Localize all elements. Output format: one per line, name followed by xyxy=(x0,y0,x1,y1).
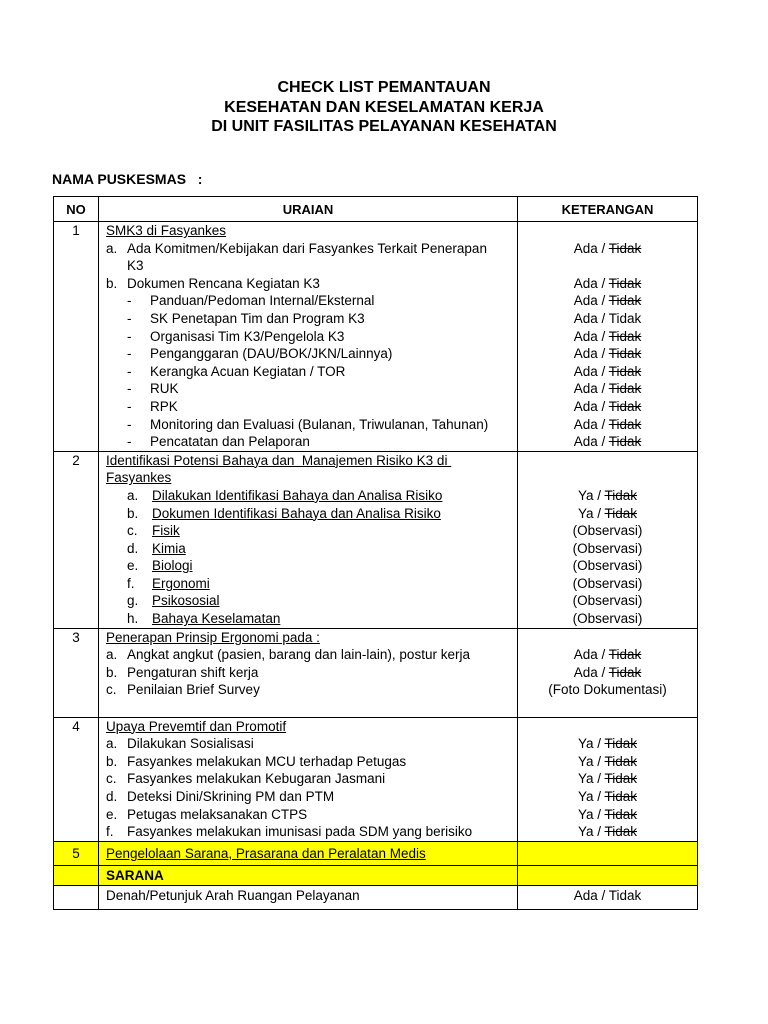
section-1-no: 1 xyxy=(54,222,99,452)
list-item: a. Dilakukan Identifikasi Bahaya dan Analisa Risiko xyxy=(127,487,443,503)
list-item: - Panduan/Pedoman Internal/Eksternal xyxy=(127,293,375,309)
list-item: f. Ergonomi xyxy=(127,575,210,591)
sarana-row xyxy=(54,865,698,885)
status-cell: Ya / Tidak xyxy=(577,806,638,822)
list-item: - RUK xyxy=(127,381,179,397)
section-4-row xyxy=(54,717,698,841)
section-2-uraian xyxy=(99,451,518,628)
section-2-keterangan xyxy=(518,451,698,628)
list-item: - Pencatatan dan Pelaporan xyxy=(127,434,310,450)
status-cell: Ya / Tidak xyxy=(577,505,638,521)
status-cell: Ada / Tidak xyxy=(573,293,642,309)
denah-text: Denah/Petunjuk Arah Ruangan Pelayanan xyxy=(106,887,360,903)
list-item: c. Penilaian Brief Survey xyxy=(106,682,260,698)
status-cell: Ada / Tidak xyxy=(573,310,642,326)
status-cell: Ada / Tidak xyxy=(573,240,642,256)
status-cell: Ada / Tidak xyxy=(573,434,642,450)
status-cell: Ya / Tidak xyxy=(577,771,638,787)
list-item: e. Biologi xyxy=(127,558,193,574)
list-item: e. Petugas melaksanakan CTPS xyxy=(106,806,308,822)
status-cell: Ada / Tidak xyxy=(573,328,642,344)
nama-puskesmas-label: NAMA PUSKESMAS : xyxy=(52,171,203,187)
section-4-heading: Upaya Prevemtif dan Promotif xyxy=(106,718,287,734)
section-5-no: 5 xyxy=(54,841,99,865)
status-cell: (Observasi) xyxy=(572,575,643,591)
header-uraian: URAIAN xyxy=(99,197,518,222)
list-item: - Organisasi Tim K3/Pengelola K3 xyxy=(127,328,345,344)
sarana-label: SARANA xyxy=(106,867,164,883)
section-1-uraian xyxy=(99,222,518,452)
status-cell: Ada / Tidak xyxy=(573,647,642,663)
list-item: a. Angkat angkut (pasien, barang dan lain-lain), postur kerja xyxy=(106,647,470,663)
status-cell: Ada / Tidak xyxy=(573,346,642,362)
title-line-3: DI UNIT FASILITAS PELAYANAN KESEHATAN xyxy=(211,118,557,135)
status-cell: Ada / Tidak xyxy=(573,664,642,680)
sarana-keterangan xyxy=(518,865,698,885)
header-no: NO xyxy=(54,197,99,222)
section-1-row xyxy=(54,222,698,452)
status-cell: Ada / Tidak xyxy=(573,887,642,903)
status-cell: (Observasi) xyxy=(572,523,643,539)
status-cell: (Observasi) xyxy=(572,611,643,627)
list-item: c. Fisik xyxy=(127,523,180,539)
section-2-row xyxy=(54,451,698,628)
section-4-keterangan xyxy=(518,717,698,841)
document-title xyxy=(0,78,768,137)
status-cell: Ada / Tidak xyxy=(573,381,642,397)
section-3-uraian xyxy=(99,628,518,717)
section-3-no: 3 xyxy=(54,628,99,717)
status-cell: Ada / Tidak xyxy=(573,416,642,432)
status-cell: Ya / Tidak xyxy=(577,736,638,752)
list-item: h. Bahaya Keselamatan xyxy=(127,611,281,627)
list-item-continued: K3 xyxy=(127,258,144,274)
status-cell: (Foto Dokumentasi) xyxy=(548,682,667,698)
list-item: b. Fasyankes melakukan MCU terhadap Petugas xyxy=(106,753,407,769)
list-item: b. Pengaturan shift kerja xyxy=(106,664,259,680)
list-item: - Kerangka Acuan Kegiatan / TOR xyxy=(127,363,346,379)
header-keterangan: KETERANGAN xyxy=(518,197,698,222)
sarana-no xyxy=(54,865,99,885)
list-item: c. Fasyankes melakukan Kebugaran Jasmani xyxy=(106,771,386,787)
status-cell: (Observasi) xyxy=(572,558,643,574)
section-2-heading: Identifikasi Potensi Bahaya dan Manajemen Risiko K3 di xyxy=(106,452,452,468)
section-5-keterangan xyxy=(518,841,698,865)
list-item: g. Psikososial xyxy=(127,593,220,609)
denah-uraian xyxy=(99,885,518,909)
status-cell: (Observasi) xyxy=(572,593,643,609)
status-cell: (Observasi) xyxy=(572,540,643,556)
title-line-2: KESEHATAN DAN KESELAMATAN KERJA xyxy=(224,98,544,116)
list-item: f. Fasyankes melakukan imunisasi pada SDM yang berisiko xyxy=(106,824,473,840)
section-5-uraian xyxy=(99,841,518,865)
checklist-table xyxy=(53,196,698,910)
section-2-no: 2 xyxy=(54,451,99,628)
section-3-keterangan xyxy=(518,628,698,717)
section-2-heading-continued: Fasyankes xyxy=(106,470,172,486)
list-item: b. Dokumen Identifikasi Bahaya dan Analisa Risiko xyxy=(127,505,441,521)
list-item: d. Deteksi Dini/Skrining PM dan PTM xyxy=(106,789,335,804)
status-cell: Ya / Tidak xyxy=(577,487,638,503)
status-cell: Ada / Tidak xyxy=(573,398,642,414)
list-item: - Penganggaran (DAU/BOK/JKN/Lainnya) xyxy=(127,346,393,362)
status-cell: Ada / Tidak xyxy=(573,275,642,291)
status-cell: Ya / Tidak xyxy=(577,824,638,840)
list-item: - Monitoring dan Evaluasi (Bulanan, Triwulanan, Tahunan) xyxy=(127,416,489,432)
section-1-keterangan xyxy=(518,222,698,452)
section-3-heading: Penerapan Prinsip Ergonomi pada : xyxy=(106,629,320,645)
section-5-row xyxy=(54,841,698,865)
status-cell: Ya / Tidak xyxy=(577,789,638,804)
denah-keterangan xyxy=(518,885,698,909)
section-4-uraian xyxy=(99,717,518,841)
status-cell: Ya / Tidak xyxy=(577,753,638,769)
denah-no xyxy=(54,885,99,909)
list-item: - RPK xyxy=(127,398,178,414)
header-row xyxy=(54,197,698,222)
section-3-row xyxy=(54,628,698,717)
sarana-uraian xyxy=(99,865,518,885)
list-item: - SK Penetapan Tim dan Program K3 xyxy=(127,310,365,326)
section-5-heading: Pengelolaan Sarana, Prasarana dan Peralatan Medis xyxy=(106,845,426,861)
list-item: b. Dokumen Rencana Kegiatan K3 xyxy=(106,275,320,291)
section-1-heading: SMK3 di Fasyankes xyxy=(106,223,227,238)
list-item: a. Dilakukan Sosialisasi xyxy=(106,736,254,752)
list-item: d. Kimia xyxy=(127,540,186,556)
denah-row xyxy=(54,885,698,909)
title-line-1: CHECK LIST PEMANTAUAN xyxy=(277,79,491,96)
status-cell: Ada / Tidak xyxy=(573,363,642,379)
list-item: a. Ada Komitmen/Kebijakan dari Fasyankes Terkait Penerapan xyxy=(106,240,487,256)
section-4-no: 4 xyxy=(54,717,99,841)
